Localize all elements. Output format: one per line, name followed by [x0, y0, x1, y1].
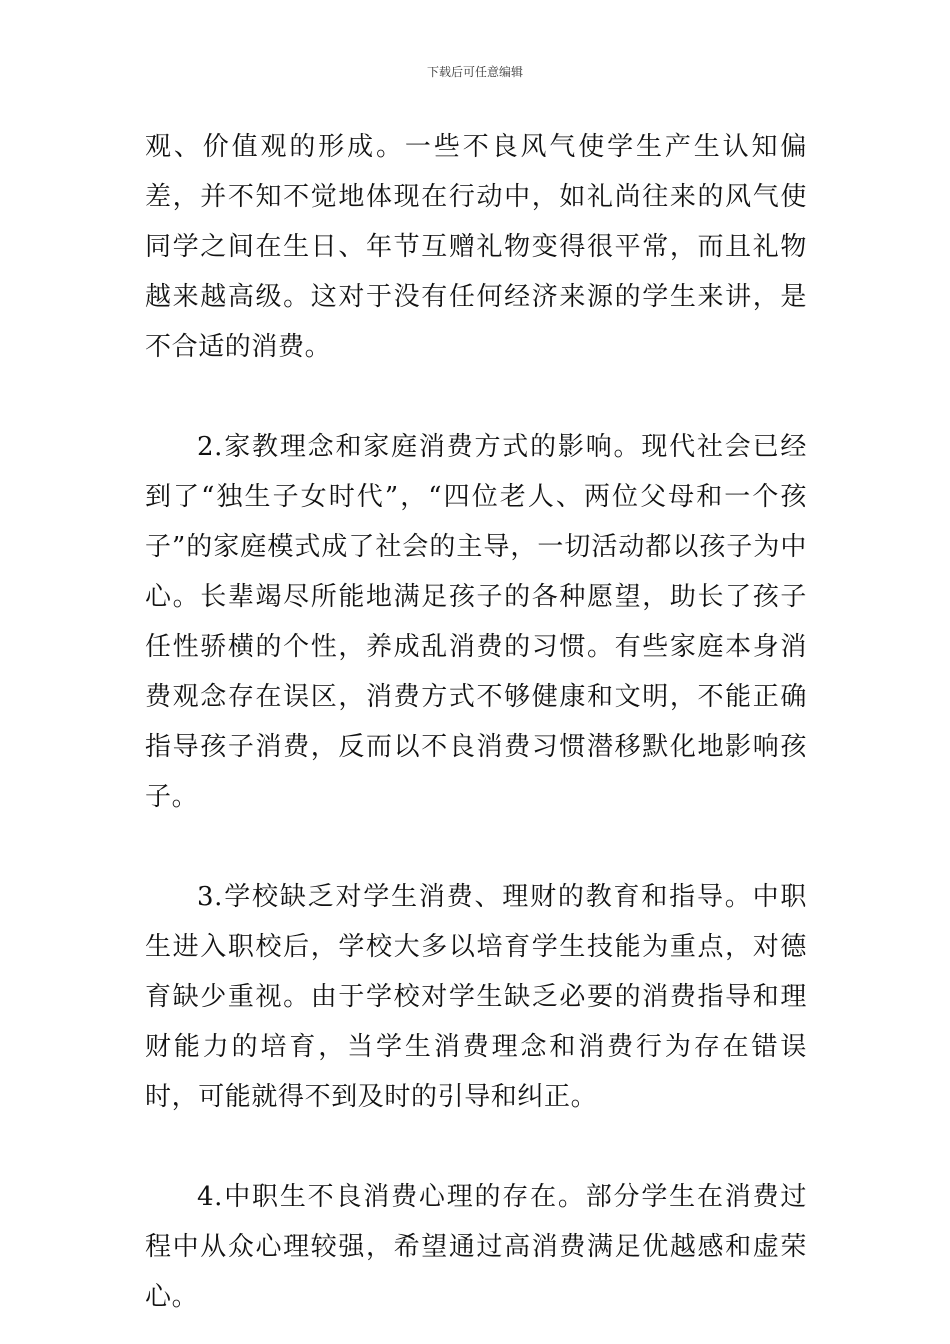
paragraph-continuation: 观、价值观的形成。一些不良风气使学生产生认知偏差，并不知不觉地体现在行动中，如礼尚往来的风气使同学之间在生日、年节互赠礼物变得很平常，而且礼物越来越高级。这对于没有任何经济来源的学生来讲，是不合适的消费。	[145, 132, 807, 362]
paragraph-gap	[145, 1122, 807, 1172]
paragraph-family-influence: 2.家教理念和家庭消费方式的影响。现代社会已经到了“独生子女时代”，“四位老人、两位父母和一个孩子”的家庭模式成了社会的主导，一切活动都以孩子为中心。长辈竭尽所能地满足孩子的各种愿望，助长了孩子任性骄横的个性，养成乱消费的习惯。有些家庭本身消费观念存在误区，消费方式不够健康和文明，不能正确指导孩子消费，反而以不良消费习惯潜移默化地影响孩子。	[145, 432, 807, 812]
document-body	[145, 122, 807, 1322]
paragraph-gap	[145, 822, 807, 872]
page-header-note: 下载后可任意编辑	[426, 65, 523, 79]
paragraph-school-guidance: 3.学校缺乏对学生消费、理财的教育和指导。中职生进入职校后，学校大多以培育学生技能为重点，对德育缺少重视。由于学校对学生缺乏必要的消费指导和理财能力的培育，当学生消费理念和消费行为存在错误时，可能就得不到及时的引导和纠正。	[145, 882, 807, 1112]
paragraph-consumer-psychology: 4.中职生不良消费心理的存在。部分学生在消费过程中从众心理较强，希望通过高消费满足优越感和虚荣心。	[145, 1182, 807, 1312]
paragraph-gap	[145, 372, 807, 422]
